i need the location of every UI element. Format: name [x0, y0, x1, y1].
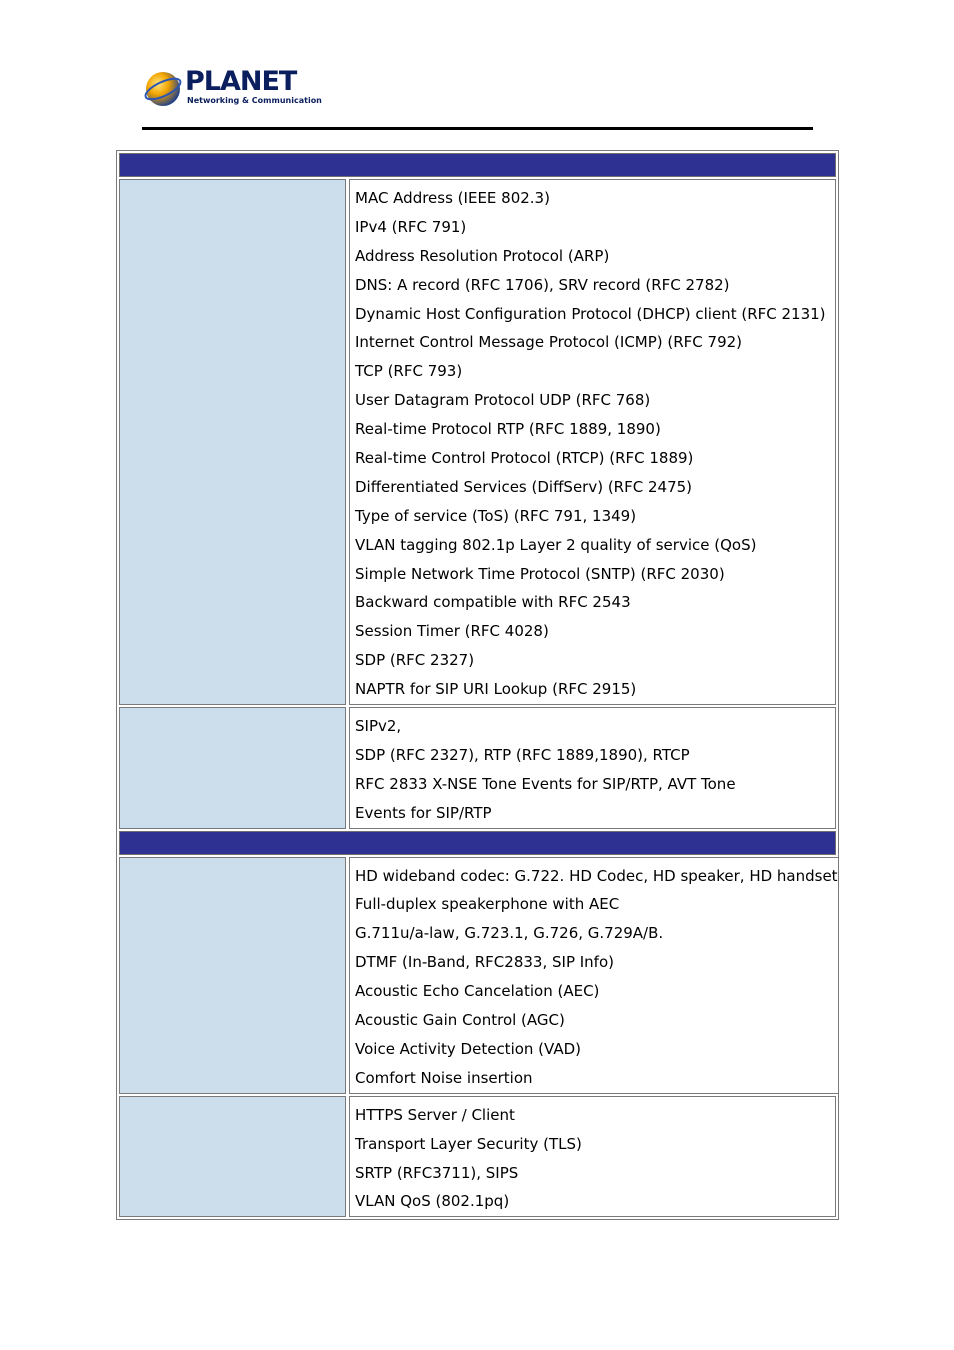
spec-item: Backward compatible with RFC 2543 [355, 593, 631, 612]
spec-item: DNS: A record (RFC 1706), SRV record (RFC 2782) [355, 275, 730, 294]
spec-item: Differentiated Services (DiffServ) (RFC 2475) [355, 477, 693, 496]
spec-item: VLAN QoS (802.1pq) [355, 1192, 510, 1211]
spec-item: SDP (RFC 2327), RTP (RFC 1889,1890), RTCP [355, 745, 690, 764]
spec-item: TCP (RFC 793) [355, 362, 463, 381]
spec-item: Real-time Control Protocol (RTCP) (RFC 1889) [355, 449, 694, 468]
spec-item: Address Resolution Protocol (ARP) [355, 246, 610, 265]
spec-label-cell [119, 1096, 346, 1218]
spec-label-cell [119, 857, 346, 1094]
spec-item: Voice Activity Detection (VAD) [355, 1039, 582, 1058]
spec-item: Comfort Noise insertion [355, 1068, 533, 1087]
spec-value-cell [349, 179, 836, 705]
globe-logo-icon [143, 68, 183, 108]
spec-item: SDP (RFC 2327) [355, 651, 475, 670]
spec-item: SIPv2, [355, 717, 402, 736]
spec-item: Type of service (ToS) (RFC 791, 1349) [355, 506, 637, 525]
logo-tagline: Networking & Communication [187, 96, 322, 105]
spec-item: Transport Layer Security (TLS) [355, 1134, 582, 1153]
header-rule [142, 127, 813, 130]
spec-item: Acoustic Gain Control (AGC) [355, 1011, 565, 1030]
spec-row [119, 1096, 836, 1218]
spec-item: VLAN tagging 802.1p Layer 2 quality of service (QoS) [355, 535, 757, 554]
spec-item: SRTP (RFC3711), SIPS [355, 1163, 519, 1182]
spec-value-cell [349, 1096, 836, 1218]
spec-item: Acoustic Echo Cancelation (AEC) [355, 982, 600, 1001]
spec-item: Full-duplex speakerphone with AEC [355, 895, 620, 914]
spec-item: User Datagram Protocol UDP (RFC 768) [355, 391, 651, 410]
spec-item: Internet Control Message Protocol (ICMP) (RFC 792) [355, 333, 743, 352]
spec-item: NAPTR for SIP URI Lookup (RFC 2915) [355, 680, 637, 699]
spec-value-cell [349, 707, 836, 829]
spec-item: Simple Network Time Protocol (SNTP) (RFC 2030) [355, 564, 725, 583]
spec-item: Session Timer (RFC 4028) [355, 622, 549, 641]
spec-item: IPv4 (RFC 791) [355, 217, 467, 236]
section-band [119, 153, 836, 177]
spec-label-cell [119, 179, 346, 705]
spec-item: MAC Address (IEEE 802.3) [355, 189, 550, 207]
spec-item: Dynamic Host Configuration Protocol (DHCP) client (RFC 2131) [355, 304, 826, 323]
spec-row [119, 857, 836, 1094]
spec-item: RFC 2833 X-NSE Tone Events for SIP/RTP, AVT Tone [355, 774, 736, 793]
spec-label-cell [119, 707, 346, 829]
spec-item: Real-time Protocol RTP (RFC 1889, 1890) [355, 420, 661, 439]
section-band [119, 831, 836, 855]
spec-item: Events for SIP/RTP [355, 803, 492, 822]
spec-row [119, 707, 836, 829]
spec-item: HD wideband codec: G.722. HD Codec, HD speaker, HD handset [355, 866, 838, 885]
spec-item: G.711u/a-law, G.723.1, G.726, G.729A/B. [355, 924, 664, 943]
spec-item: DTMF (In-Band, RFC2833, SIP Info) [355, 953, 614, 972]
spec-table [116, 150, 839, 1220]
spec-item: HTTPS Server / Client [355, 1105, 515, 1124]
spec-row [119, 179, 836, 705]
logo-wordmark: PLANET [185, 66, 297, 97]
spec-value-cell [349, 857, 839, 1094]
planet-logo [143, 66, 322, 110]
